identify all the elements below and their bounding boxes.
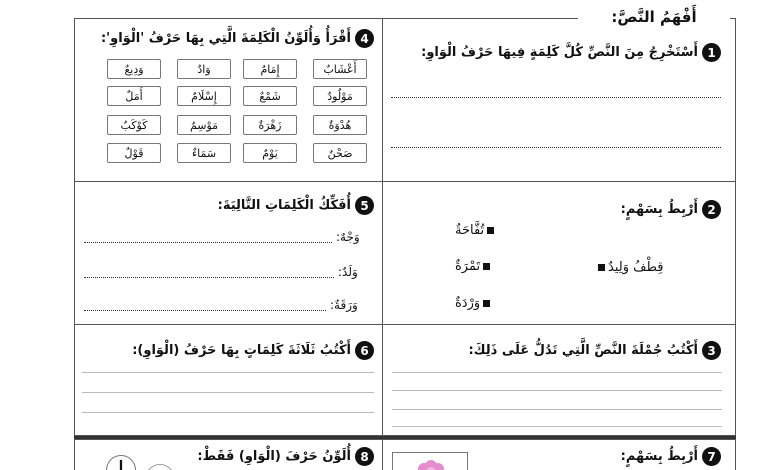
flower-icon <box>411 457 451 470</box>
bullet-icon <box>483 263 490 270</box>
match-left-item[interactable] <box>455 296 493 311</box>
answer-line[interactable] <box>392 409 722 410</box>
split-word-label: وَجْهٌ: <box>336 230 360 244</box>
answer-line[interactable] <box>84 310 326 311</box>
answer-line[interactable] <box>84 277 334 278</box>
word-box[interactable]: زَهْرَةٌ <box>243 115 297 135</box>
question-1-number: 1 <box>702 43 721 62</box>
word-box[interactable]: كَوْكَبٌ <box>107 115 161 135</box>
word-box[interactable]: صَحْنٌ <box>313 143 367 163</box>
flower-image-box[interactable] <box>392 452 468 470</box>
question-4-number: 4 <box>355 29 374 48</box>
question-2-number: 2 <box>702 200 721 219</box>
page-title-tab <box>578 4 730 30</box>
word-box[interactable]: هُدْوَةٌ <box>313 115 367 135</box>
word-box[interactable]: أَمَلٌ <box>107 86 161 106</box>
match-right-label: قِطْفُ وَلِيدٌ <box>608 260 664 275</box>
question-1-header <box>421 43 721 62</box>
word-box[interactable]: مَوْلُودٌ <box>313 86 367 106</box>
match-right-item[interactable] <box>595 260 663 275</box>
question-2-header <box>621 200 721 219</box>
page-title: أَفْهَمُ النَّصَّ: <box>611 8 697 26</box>
answer-line[interactable] <box>82 372 374 373</box>
word-box[interactable]: يَوْمٌ <box>243 143 297 163</box>
match-left-label: تَمْرَةٌ <box>455 259 481 274</box>
answer-line[interactable] <box>392 390 722 391</box>
question-5-header <box>218 196 374 215</box>
question-8-number: 8 <box>355 447 374 466</box>
question-6-number: 6 <box>355 341 374 360</box>
word-box[interactable]: سَمَاءٌ <box>177 143 231 163</box>
question-3-text: أَكْتُبُ جُمْلَةَ النَّصِّ الَّتِي تَدُلُّ عَلَى ذَلِكَ: <box>468 343 698 358</box>
word-box[interactable]: إِسْلَامٌ <box>177 86 231 106</box>
answer-line[interactable] <box>392 372 722 373</box>
answer-line[interactable] <box>82 412 374 413</box>
question-5-text: أُفَكِّكُ الْكَلِمَاتِ التَّالِيَةَ: <box>217 198 351 213</box>
question-1-panel <box>382 18 736 182</box>
word-box[interactable]: إِمَامٌ <box>243 59 297 79</box>
question-7-number: 7 <box>702 447 721 466</box>
question-2-text: أَرْبِطُ بِسَهْمٍ: <box>620 202 698 217</box>
bullet-icon <box>487 227 494 234</box>
question-3-number: 3 <box>702 341 721 360</box>
question-6-panel <box>74 324 383 436</box>
match-left-item[interactable] <box>455 259 493 274</box>
answer-line[interactable] <box>392 426 722 427</box>
question-8-header <box>197 447 374 466</box>
word-box[interactable]: مَوْسِمٌ <box>177 115 231 135</box>
answer-line[interactable] <box>82 392 374 393</box>
answer-line[interactable] <box>84 242 332 243</box>
bullet-icon <box>483 300 490 307</box>
word-box[interactable]: قَوْلٌ <box>107 143 161 163</box>
split-word-label: وَلَدٌ: <box>338 265 358 279</box>
question-3-header <box>468 341 721 360</box>
question-3-panel <box>382 324 736 436</box>
word-box[interactable]: شَمْعٌ <box>243 86 297 106</box>
word-box[interactable]: أَعْشَابٌ <box>313 59 367 79</box>
question-4-header <box>101 29 374 48</box>
question-6-text: أَكْتُبُ ثَلَاثَةَ كَلِمَاتٍ بِهَا حَرْفُ (الْوَاوِ): <box>132 343 351 358</box>
question-4-text: أَقْرَأُ وَأُلَوِّنُ الْكَلِمَةَ الَّتِي بِهَا حَرْفُ 'الْوَاوِ': <box>100 31 351 46</box>
match-left-label: تُفَّاحَةٌ <box>455 223 485 238</box>
question-7-header <box>621 447 721 466</box>
split-word-label: وَرَقَةٌ: <box>330 298 358 312</box>
letter-label: ا <box>118 459 124 470</box>
word-box[interactable]: وَادٌ <box>177 59 231 79</box>
question-2-panel <box>382 181 736 325</box>
question-7-text: أَرْبِطُ بِسَهْمٍ: <box>620 449 698 464</box>
answer-line[interactable] <box>391 147 721 148</box>
answer-line[interactable] <box>391 97 721 98</box>
question-6-header <box>132 341 374 360</box>
match-left-label: وَرْدَةٌ <box>455 296 481 311</box>
word-box[interactable]: وَدِيعٌ <box>107 59 161 79</box>
match-left-item[interactable] <box>455 223 497 238</box>
question-8-text: أُلَوِّنُ حَرْفَ (الْوَاوِ) فَقَطْ: <box>197 449 351 464</box>
question-5-number: 5 <box>355 196 374 215</box>
question-1-text: أَسْتَخْرِجُ مِنَ النَّصِّ كُلَّ كَلِمَةٍ فِيهَا حَرْفُ الْوَاوِ: <box>421 45 698 60</box>
bullet-icon <box>598 264 605 271</box>
